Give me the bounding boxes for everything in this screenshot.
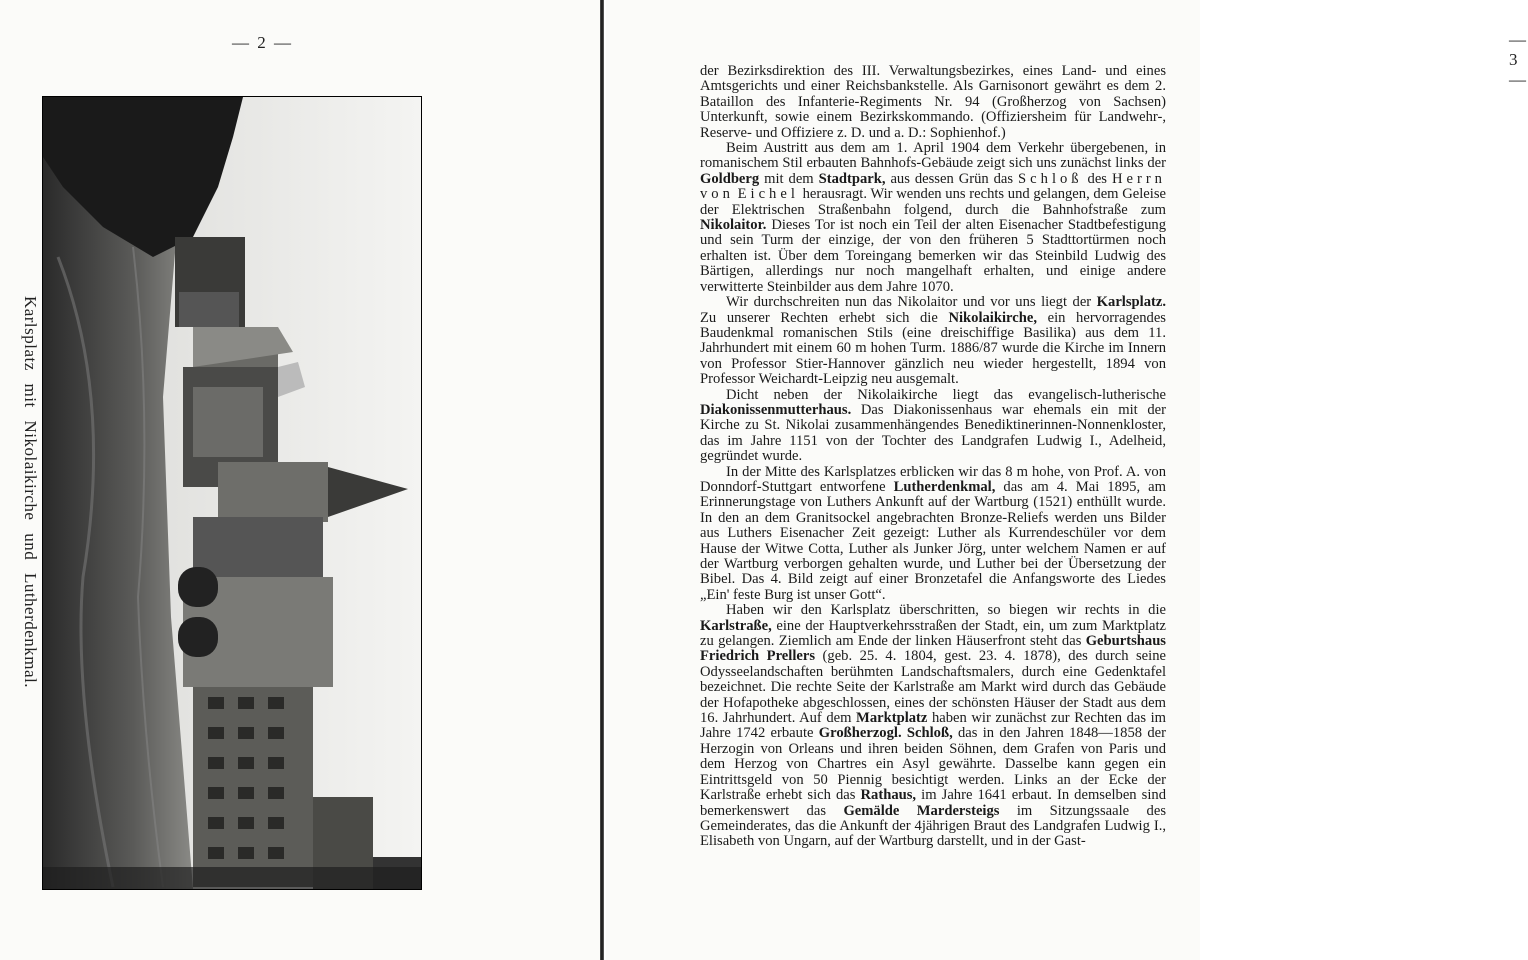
text-run: In der Mitte des Karlsplatzes erblicken wir das 8 m hohe, von Prof. A. von Donndorf-Stuttgart entworfene — [700, 463, 1166, 495]
spaced-term: Schloß — [1018, 170, 1083, 187]
bold-term: Lutherdenkmal, — [893, 478, 996, 495]
paragraph — [700, 465, 1166, 604]
text-run: haben wir zunächst zur Rechten das im Jahre 1742 erbaute — [700, 710, 1166, 742]
bold-term: Geburtshaus Friedrich Prellers — [700, 633, 1166, 665]
bold-term: Gemälde Mardersteigs — [843, 802, 1000, 819]
text-run: Haben wir den Karlsplatz überschritten, so biegen wir rechts in die — [726, 602, 1166, 619]
text-run: (geb. 25. 4. 1804, gest. 23. 4. 1878), des durch seine Odysseelandschaften berühmten Landschaftsmalers, durch eine Gedenktafel bezeichnet. Die rechte Seite der Karlstraße am Markt wird durch das Gebäude der Hofapotheke abgeschlossen, eines der schönsten Häuser der Stadt aus dem 16. Jahrhundert. Auf dem — [700, 648, 1166, 727]
text-run: eine der Hauptverkehrsstraßen der Stadt, ein, um zum Marktplatz zu gelangen. Ziemlich am Ende der linken Häuserfront steht das — [700, 617, 1166, 650]
karlsplatz-photograph — [43, 97, 421, 889]
paragraph — [700, 295, 1166, 387]
text-run: Das Diakonissenhaus war ehemals ein mit der Kirche zu St. Nikolai zusammenhängendes Benediktinerinnen-Nonnenkloster, das im Jahre 1151 von der Tochter des Landgrafen Ludwig I., Adelheid, gegründet wurde. — [700, 401, 1166, 465]
bold-term: Nikolaitor. — [700, 217, 767, 234]
bold-term: Karlsplatz. — [1096, 294, 1166, 311]
bold-term: Marktplatz — [856, 710, 928, 727]
bold-term: Goldberg — [700, 170, 760, 187]
text-run: Dieses Tor ist noch ein Teil der alten Eisenacher Stadtbefestigung und sein Turm der einzige, der von den früheren 5 Stadttortürmen noch erhalten ist. Über dem Toreingang bemerken wir das Steinbild Ludwig des Bärtigen, allerdings nur noch mangelhaft erhalten, und einige andere verwitterte Steinbilder aus dem Jahre 1070. — [700, 217, 1166, 295]
text-run: des — [1082, 170, 1112, 187]
page-number-left: — 2 — — [232, 33, 293, 52]
paragraph — [700, 64, 1166, 141]
text-run: das in den Jahren 1848—1858 der Herzogin von Orleans und ihren beiden Söhnen, dem Grafen von Paris und dem Herzog von Chartres ein Asyl gewährte. Dasselbe kann gegen ein Eintrittsgeld von 50 Piennig besichtigt werden. Links an der Ecke der Karlstraße erhebt sich das — [700, 725, 1166, 804]
text-run: herausragt. Wir wenden uns rechts und gelangen, dem Geleise der Elektrischen Straßenbahn folgend, durch die Bahnhofstraße zum — [700, 186, 1166, 218]
text-run: das am 4. Mai 1895, am Erinnerungstage von Luthers Ankunft auf der Wartburg (1521) enthüllt wurde. In den an dem Granitsockel angebrachten Bronze-Reliefs werden uns Bilder aus Luthers Eisenacher Zeit gezeigt: Luther als Kurrendeschüler vor dem Hause der Witwe Cotta, Luther als Junker Jörg, unter welchem Namen er auf der Wartburg verborgen gehalten wurde, und Luther bei der Übersetzung der Bibel. Das 4. Bild zeigt auf einer Bronzetafel die Anfangsworte des Liedes „Ein' feste Burg ist unser Gott“. — [700, 478, 1166, 603]
paragraph — [700, 603, 1166, 850]
text-run: Beim Austritt aus dem am 1. April 1904 dem Verkehr übergebenen, in romanischem Stil erbauten Bahnhofs-Gebäude zeigt sich uns zunächst links der — [700, 140, 1166, 172]
bold-term: Großherzogl. Schloß, — [818, 725, 953, 742]
text-run: aus dessen Grün das — [885, 170, 1019, 187]
text-run: mit dem — [759, 170, 819, 187]
paragraph — [700, 388, 1166, 465]
spaced-term: Herrn — [1111, 170, 1166, 187]
text-run: im Jahre 1641 erbaut. In demselben sind bemerkenswert das — [700, 787, 1166, 819]
spaced-term: Eichel — [737, 186, 799, 203]
body-text — [700, 64, 1166, 850]
photograph-plate — [42, 96, 422, 890]
text-run: Dicht neben der Nikolaikirche liegt das evangelisch-lutherische — [726, 386, 1166, 403]
text-run: der Bezirksdirektion des III. Verwaltungsbezirkes, eines Land- und eines Amtsgerichts und einer Reichsbankstelle. Als Garnisonort gewährt es dem 2. Bataillon des Infanterie-Regiments Nr. 94 (Großherzog von Sachsen) Unterkunft, sowie einem Bezirkskommando. (Offiziersheim für Landwehr-, Reserve- und Offiziere z. D. und a. D.: Sophienhof.) — [700, 63, 1166, 141]
bold-term: Nikolaikirche, — [948, 309, 1037, 326]
bold-term: Karlstraße, — [700, 617, 772, 634]
spaced-term: von — [700, 186, 734, 203]
text-run: im Sitzungssaale des Gemeinderates, das die Ankunft der 4jährigen Braut des Landgrafen Ludwig I., Elisabeth von Ungarn, auf der Wartburg darstellt, und in der Gast- — [700, 802, 1166, 850]
page-number-right: — 3 — — [1509, 30, 1528, 89]
left-page — [0, 0, 602, 960]
bold-term: Diakonissenmutterhaus. — [700, 401, 852, 418]
book-gutter — [600, 0, 604, 960]
text-run: ein hervorragendes Baudenkmal romanischen Stils (eine dreischiffige Basilika) aus dem 11. Jahrhundert mit einem 60 m hohen Turm. 1886/87 wurde die Kirche im Innern von Professor Stier-Hannover gänzlich neu wieder hergestellt, 1894 von Professor Weichardt-Leipzig neu ausgemalt. — [700, 309, 1166, 388]
bold-term: Stadtpark, — [818, 170, 886, 187]
text-run: Zu unserer Rechten erhebt sich die — [700, 309, 949, 326]
paragraph — [700, 141, 1166, 295]
photo-caption-text: Karlsplatz mit Nikolaikirche und Lutherdenkmal. — [21, 295, 40, 689]
bold-term: Rathaus, — [860, 787, 917, 804]
text-run: Wir durchschreiten nun das Nikolaitor und vor uns liegt der — [726, 294, 1097, 311]
